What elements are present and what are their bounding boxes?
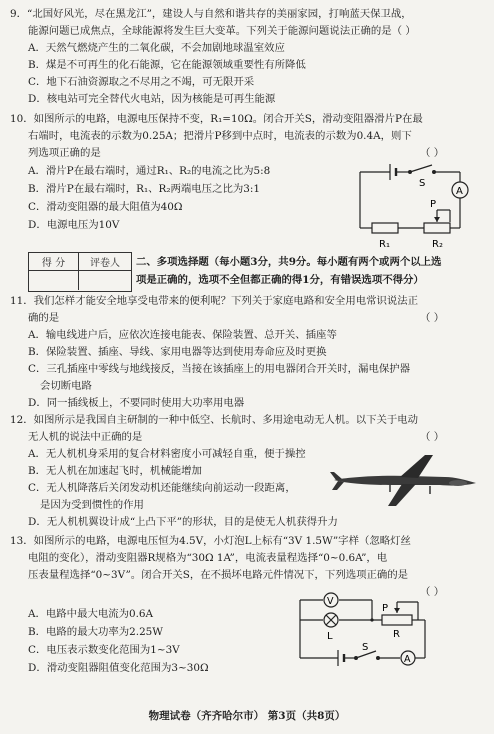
q13-rheostat-label: R bbox=[393, 629, 400, 640]
q11-option-c-line1: C．三孔插座中零线与地线接反，当接在该插座上的用电器闭合开关时，漏电保护器 bbox=[28, 363, 411, 375]
q9-option-c: C．地下石油资源取之不尽用之不竭，可无限开采 bbox=[28, 76, 255, 88]
score-cell[interactable] bbox=[29, 271, 79, 290]
q10-option-b: B．滑片P在最右端时，R₁、R₂两端电压之比为3:1 bbox=[28, 183, 260, 195]
q9-option-d: D．核电站可完全替代火电站，因为核能是可再生能源 bbox=[28, 93, 276, 105]
q11-stem-line2: 确的是 bbox=[28, 312, 60, 324]
q13-option-b: B．电路的最大功率为2.25W bbox=[28, 626, 163, 638]
q11-option-b: B．保险装置、插座、导线、家用电器等达到使用寿命应及时更换 bbox=[28, 346, 327, 358]
q13-option-a: A．电路中最大电流为0.6A bbox=[28, 608, 154, 620]
q12-stem-line1: 12．如图所示是我国自主研制的一种中低空、长航时、多用途电动无人机。以下关于电动 bbox=[10, 414, 419, 426]
q13-answer-paren: （ ） bbox=[420, 586, 445, 598]
q12-stem-line2: 无人机的说法中正确的是 bbox=[28, 431, 143, 443]
q11-option-a: A．输电线进户后，应依次连接电能表、保险装置、总开关、插座等 bbox=[28, 329, 337, 341]
section2-title-line2: 项是正确的，选项不全但都正确的得1分，有错误选项不得分） bbox=[136, 274, 424, 286]
q10-answer-paren: （ ） bbox=[420, 147, 445, 159]
q10-ammeter-label: A bbox=[456, 186, 463, 197]
q12-option-a: A．无人机机身采用的复合材料密度小可减轻自重，便于操控 bbox=[28, 448, 306, 460]
q10-circuit-diagram bbox=[350, 160, 475, 250]
q13-switch-label: S bbox=[362, 642, 369, 653]
q10-r1-label: R₁ bbox=[379, 239, 390, 250]
q9-stem-line2: 能源问题已成焦点，全球能源将发生巨大变革。下列关于能源问题说法正确的是（ ） bbox=[28, 25, 416, 37]
q13-lamp-label: L bbox=[327, 631, 333, 642]
q12-option-c-line1: C．无人机降落后关闭发动机还能继续向前运动一段距离， bbox=[28, 482, 296, 494]
q13-ammeter-label: A bbox=[404, 654, 411, 665]
q10-slider-label: P bbox=[430, 199, 437, 210]
q11-option-c-line2: 会切断电路 bbox=[40, 380, 92, 392]
score-box bbox=[28, 252, 132, 292]
q13-option-d: D．滑动变阻器阻值变化范围为3~30Ω bbox=[28, 662, 209, 674]
q9-option-b: B．煤是不可再生的化石能源，它在能源领域重要性有所降低 bbox=[28, 59, 306, 71]
q10-option-a: A．滑片P在最右端时，通过R₁、R₂的电流之比为5:8 bbox=[28, 165, 271, 177]
page-footer: 物理试卷（齐齐哈尔市） 第3页（共8页） bbox=[148, 710, 346, 722]
q10-stem-line2: 右端时，电流表的示数为0.25A；把滑片P移到中点时，电流表的示数为0.4A，则下 bbox=[28, 130, 412, 142]
section2-title-line1: 二、多项选择题（每小题3分，共9分。每小题有两个或两个以上选 bbox=[136, 256, 442, 268]
q10-option-d: D．电源电压为10V bbox=[28, 219, 120, 231]
q12-option-b: B．无人机在加速起飞时，机械能增加 bbox=[28, 465, 202, 477]
q11-stem-line1: 11．我们怎样才能安全地享受电带来的便利呢？下列关于家庭电路和安全用电常识说法正 bbox=[10, 295, 419, 307]
q12-answer-paren: （ ） bbox=[420, 431, 445, 443]
q13-stem-line2: 电阻的变化），滑动变阻器R规格为“30Ω 1A”，电流表量程选择“0~0.6A”，电 bbox=[28, 552, 388, 564]
score-label: 得 分 bbox=[29, 253, 79, 271]
q13-circuit-diagram bbox=[290, 590, 440, 676]
q11-option-d: D．同一插线板上，不要同时使用大功率用电器 bbox=[28, 397, 245, 409]
q9-stem-line1: 9．“北国好风光，尽在黑龙江”，建设人与自然和谐共存的美丽家园，打响蓝天保卫战， bbox=[10, 8, 412, 20]
q10-switch-label: S bbox=[419, 178, 426, 189]
q13-option-c: C．电压表示数变化范围为1~3V bbox=[28, 644, 180, 656]
drone-image bbox=[330, 450, 480, 510]
q10-option-c: C．滑动变阻器的最大阻值为40Ω bbox=[28, 201, 183, 213]
q13-stem-line3: 压表量程选择“0~3V”。闭合开关S，在不损坏电路元件情况下，下列选项正确的是 bbox=[28, 569, 409, 581]
q10-r2-label: R₂ bbox=[432, 239, 443, 250]
q13-voltmeter-label: V bbox=[327, 596, 334, 607]
q11-answer-paren: （ ） bbox=[420, 312, 445, 324]
q12-option-d: D．无人机机翼设计成“上凸下平”的形状，目的是使无人机获得升力 bbox=[28, 516, 338, 528]
grader-label: 评卷人 bbox=[79, 253, 131, 271]
q13-stem-line1: 13．如图所示的电路，电源电压恒为4.5V，小灯泡L上标有“3V 1.5W”字样（忽略灯丝 bbox=[10, 535, 411, 547]
grader-cell[interactable] bbox=[79, 271, 131, 290]
q10-stem-line3: 列选项正确的是 bbox=[28, 147, 101, 159]
q13-slider-label: P bbox=[382, 603, 389, 614]
q10-stem-line1: 10．如图所示的电路，电源电压保持不变，R₁=10Ω。闭合开关S，滑动变阻器滑片P在最 bbox=[10, 113, 423, 125]
q9-option-a: A．天然气燃烧产生的二氧化碳，不会加剧地球温室效应 bbox=[28, 42, 285, 54]
q12-option-c-line2: 是因为受到惯性的作用 bbox=[40, 499, 144, 511]
